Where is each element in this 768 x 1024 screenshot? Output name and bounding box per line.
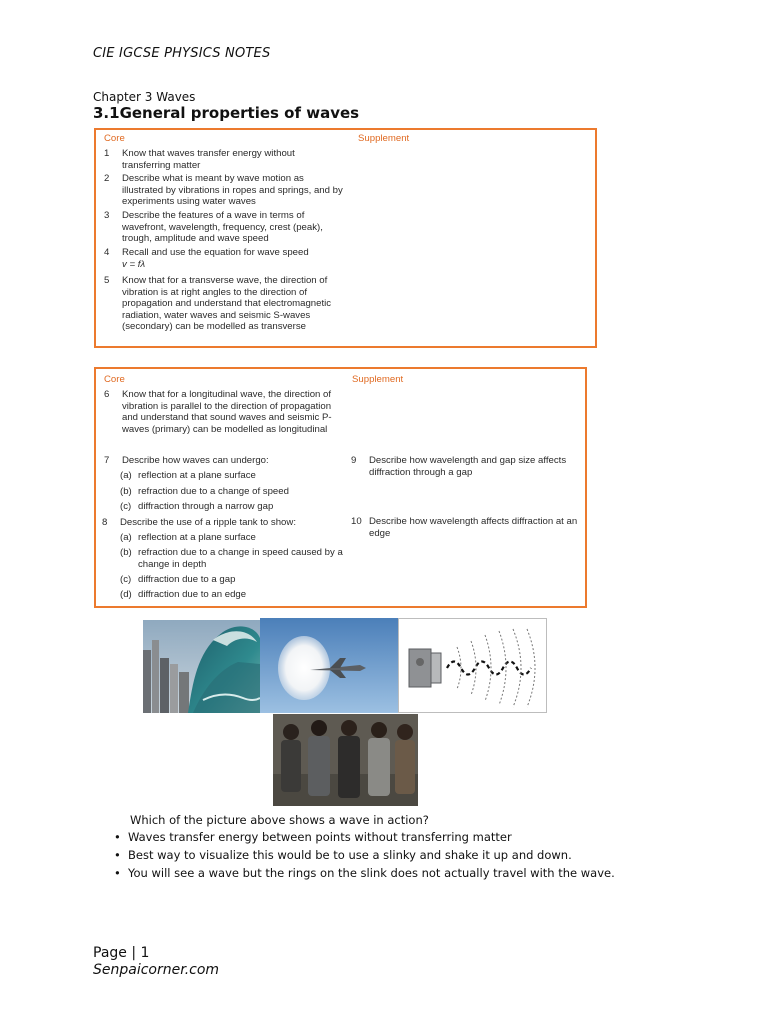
item-text: Describe how wavelength affects diffraction at an edge (369, 516, 578, 539)
chapter-heading: Chapter 3 Waves (93, 90, 196, 104)
supplement-heading: Supplement (358, 133, 410, 144)
sub-item-label: (a) (120, 532, 132, 543)
item-number: 8 (102, 517, 108, 528)
sub-item-text: refraction due to a change in speed caused by a change in depth (138, 547, 343, 570)
bullet-glyph: • (114, 866, 121, 880)
item-number: 6 (104, 389, 110, 400)
question-text: Which of the picture above shows a wave in action? (130, 813, 429, 827)
syllabus-box-1 (94, 128, 597, 348)
item-number: 7 (104, 455, 110, 466)
item-number: 5 (104, 275, 110, 286)
sub-item-text: diffraction due to an edge (138, 589, 247, 600)
item-text: Describe how wavelength and gap size affects diffraction through a gap (369, 455, 567, 478)
item-text: Know that waves transfer energy without transferring matter (122, 148, 295, 171)
sound-wave-diagram-image (398, 618, 547, 713)
item-text: Recall and use the equation for wave speed (122, 247, 309, 258)
list-item (110, 829, 615, 847)
sub-item-text: diffraction due to a gap (138, 574, 236, 585)
bullet-glyph: • (114, 830, 121, 844)
section-heading: 3.1General properties of waves (93, 104, 360, 122)
item-number: 9 (351, 455, 357, 466)
page-number: Page | 1 (93, 945, 150, 961)
item-number: 4 (104, 247, 110, 258)
sub-item-label: (c) (120, 501, 132, 512)
supplement-heading: Supplement (352, 374, 404, 385)
item-text: Describe how waves can undergo: (122, 455, 269, 466)
list-item (110, 847, 615, 865)
core-heading: Core (104, 133, 125, 144)
list-item-text: You will see a wave but the rings on the slink does not actually travel with the wave. (128, 866, 615, 880)
item-number: 10 (351, 516, 362, 527)
sub-item-label: (b) (120, 547, 132, 558)
band-group-photo-image (273, 714, 418, 806)
item-text: Know that for a longitudinal wave, the direction of vibration is parallel to the direction of propagation and understand that sound waves and seismic P-waves (primary) can be modelled as longitudinal (122, 389, 332, 435)
item-number: 2 (104, 173, 110, 184)
document-header-title: CIE IGCSE PHYSICS NOTES (93, 46, 271, 61)
sub-item-label: (c) (120, 574, 132, 585)
sub-item-text: reflection at a plane surface (138, 532, 256, 543)
sub-item-label: (d) (120, 589, 132, 600)
footer-site: Senpaicorner.com (93, 962, 220, 978)
item-text: Know that for a transverse wave, the direction of vibration is at right angles to the direction of propagation and understand that electromagnetic radiation, water waves and seismic S-waves (secondary) can be modelled as transverse (122, 275, 332, 333)
sub-item-label: (b) (120, 486, 132, 497)
bullet-list (110, 829, 615, 883)
sub-item-text: reflection at a plane surface (138, 470, 256, 481)
list-item (110, 865, 615, 883)
sub-item-label: (a) (120, 470, 132, 481)
item-number: 3 (104, 210, 110, 221)
tsunami-wave-image (143, 620, 260, 713)
syllabus-box-2 (94, 367, 587, 608)
item-text: Describe what is meant by wave motion as illustrated by vibrations in ropes and springs, and by experiments using water waves (122, 173, 343, 208)
list-item-text: Waves transfer energy between points without transferring matter (128, 830, 512, 844)
wave-speed-equation: v = fλ (122, 259, 146, 270)
item-text: Describe the use of a ripple tank to show: (120, 517, 296, 528)
core-heading: Core (104, 374, 125, 385)
list-item-text: Best way to visualize this would be to use a slinky and shake it up and down. (128, 848, 572, 862)
item-text: Describe the features of a wave in terms of wavefront, wavelength, frequency, crest (peak), trough, amplitude and wave speed (122, 210, 323, 245)
sub-item-text: refraction due to a change of speed (138, 486, 289, 497)
sub-item-text: diffraction through a narrow gap (138, 501, 274, 512)
bullet-glyph: • (114, 848, 121, 862)
item-number: 1 (104, 148, 110, 159)
sonic-boom-jet-image (260, 618, 398, 713)
